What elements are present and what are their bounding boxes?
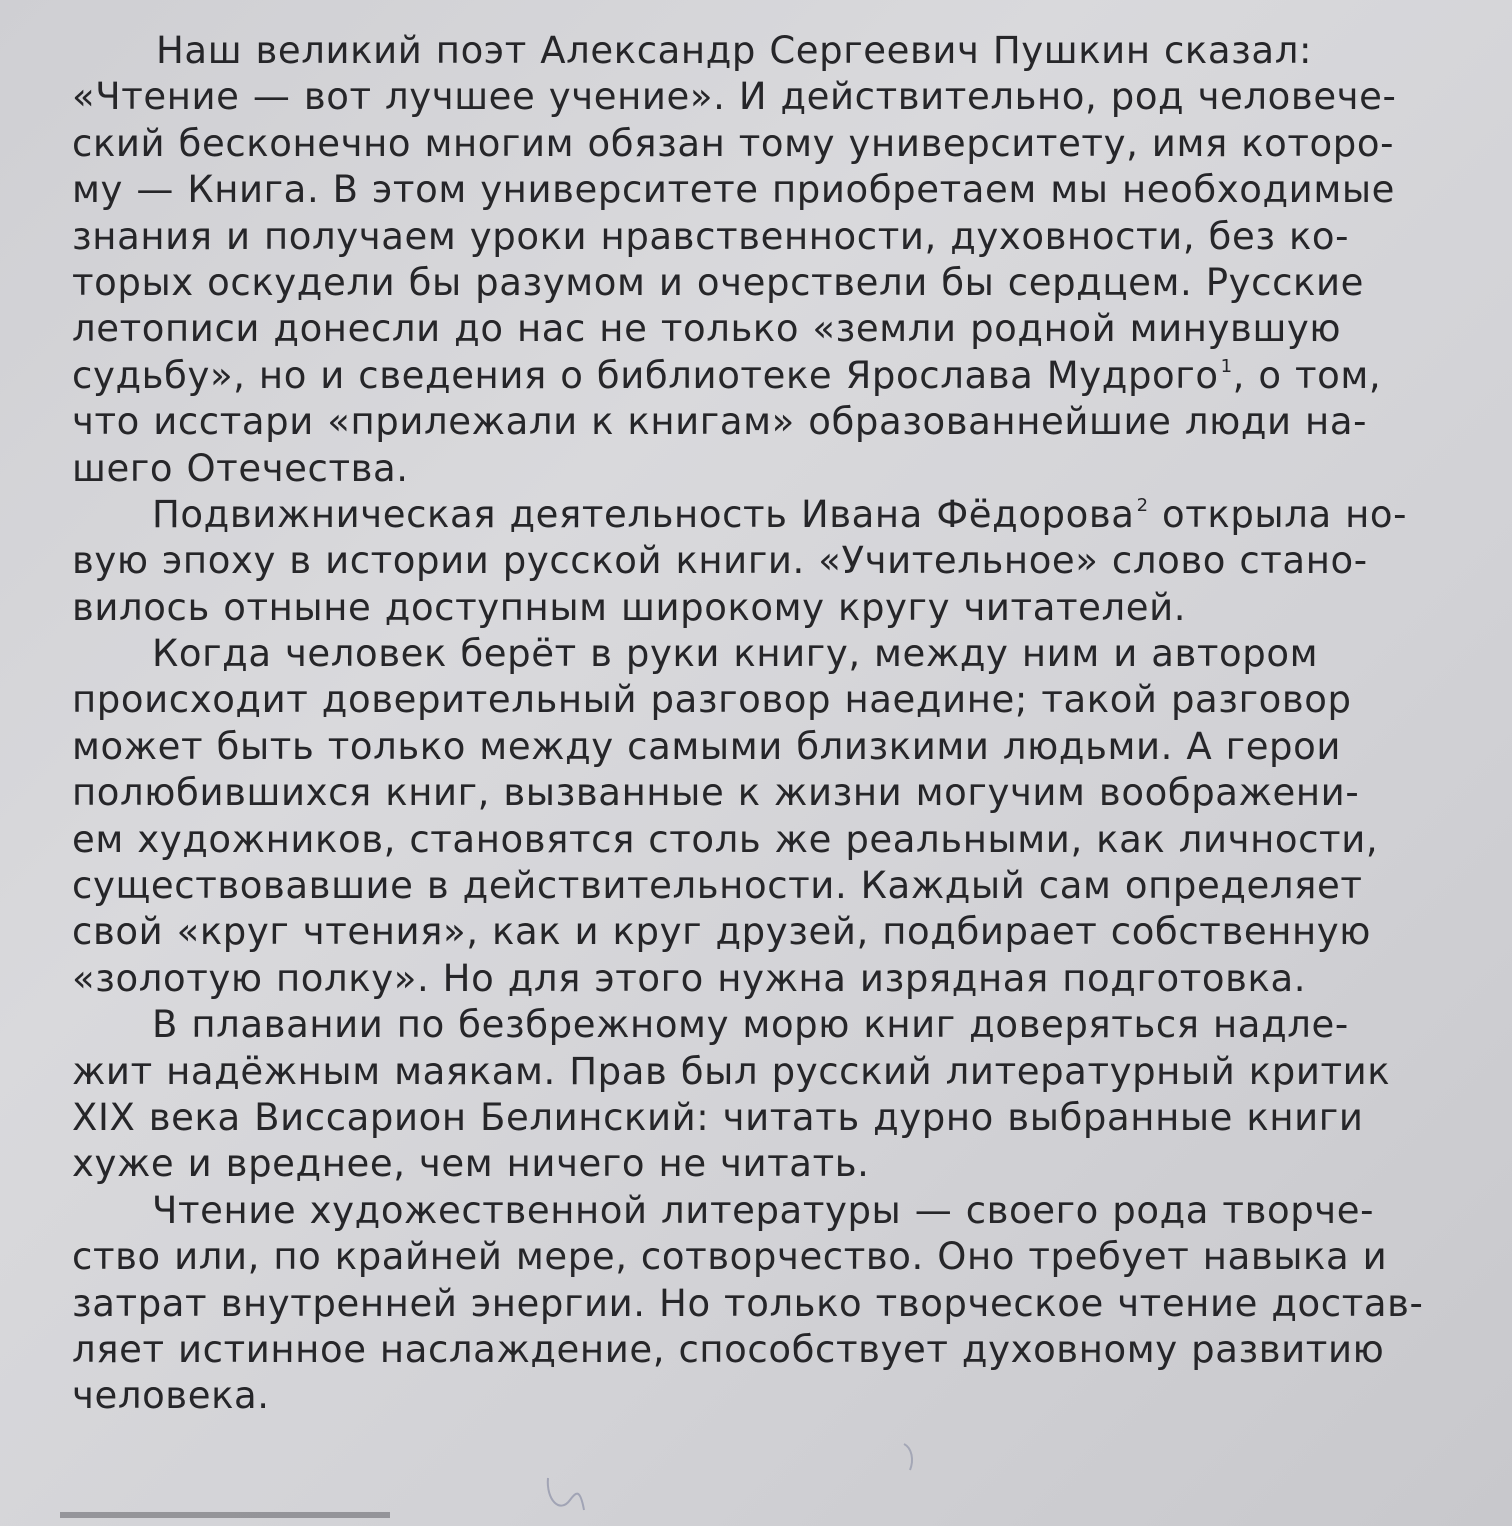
text-segment: Подвижническая деятельность Ивана Фёдорова: [152, 492, 1135, 536]
text-segment: открыла но-: [1148, 492, 1408, 536]
paragraph-4: [72, 1002, 1412, 1188]
text-line: существовавшие в действительности. Каждый сам определяет: [72, 864, 1363, 908]
text-line: ство или, по крайней мере, сотворчество. Оно требует навыка и: [72, 1235, 1388, 1279]
text-line: жит надёжным маякам. Прав был русский литературный критик: [72, 1049, 1391, 1093]
text-line: Наш великий поэт Александр Сергеевич Пушкин сказал:: [156, 29, 1313, 72]
text-line: ский бесконечно многим обязан тому университету, имя которо-: [72, 121, 1395, 165]
text-line: затрат внутренней энергии. Но только творческое чтение достав-: [72, 1281, 1424, 1325]
text-line-with-footnote: [72, 353, 1412, 399]
text-column: [72, 28, 1424, 1420]
footnote-mark: 2: [1136, 494, 1149, 516]
text-line: что исстари «прилежали к книгам» образованнейшие люди на-: [72, 400, 1368, 444]
text-line: В плавании по безбрежному морю книг доверяться надле-: [152, 1003, 1349, 1047]
paragraph-1: [72, 28, 1412, 492]
pencil-tick-icon: [898, 1438, 928, 1474]
paragraph-2: [72, 492, 1412, 631]
paragraph-3: [72, 631, 1412, 1002]
text-line: XIX века Виссарион Белинский: читать дурно выбранные книги: [72, 1095, 1364, 1139]
text-line: «золотую полку». Но для этого нужна изрядная подготовка.: [72, 956, 1307, 1000]
text-line: знания и получаем уроки нравственности, духовности, без ко-: [72, 214, 1350, 258]
footnote-mark: 1: [1220, 355, 1233, 377]
text-line: свой «круг чтения», как и круг друзей, подбирает собственную: [72, 910, 1372, 954]
text-line: ляет истинное наслаждение, способствует духовному развитию: [72, 1327, 1385, 1371]
paragraph-5: [72, 1188, 1424, 1420]
text-line: Когда человек берёт в руки книгу, между ним и автором: [152, 632, 1319, 676]
text-line: «Чтение — вот лучшее учение». И действительно, род человече-: [72, 75, 1397, 119]
text-line: летописи донесли до нас не только «земли родной минувшую: [72, 307, 1342, 351]
text-segment: , о том,: [1232, 353, 1382, 397]
text-line: ем художников, становятся столь же реальными, как личности,: [72, 817, 1379, 861]
text-line-with-footnote: [72, 492, 1412, 538]
text-line: торых оскудели бы разумом и очерствели бы сердцем. Русские: [72, 260, 1365, 304]
text-line: хуже и вреднее, чем ничего не читать.: [72, 1142, 870, 1186]
text-line: вую эпоху в истории русской книги. «Учительное» слово стано-: [72, 539, 1368, 583]
footnote-divider: [60, 1512, 390, 1518]
text-line: происходит доверительный разговор наедине; такой разговор: [72, 678, 1352, 722]
text-segment: судьбу», но и сведения о библиотеке Ярослава Мудрого: [72, 353, 1219, 397]
text-line: полюбившихся книг, вызванные к жизни могучим воображени-: [72, 771, 1360, 815]
text-line: му — Книга. В этом университете приобретаем мы необходимые: [72, 168, 1396, 212]
text-line: Чтение художественной литературы — своего рода творче-: [152, 1188, 1375, 1232]
text-line: может быть только между самыми близкими людьми. А герои: [72, 724, 1342, 768]
text-line: человека.: [72, 1374, 270, 1418]
pencil-scribble-icon: [540, 1470, 600, 1520]
text-line: шего Отечества.: [72, 446, 409, 490]
text-line: вилось отныне доступным широкому кругу читателей.: [72, 585, 1187, 629]
